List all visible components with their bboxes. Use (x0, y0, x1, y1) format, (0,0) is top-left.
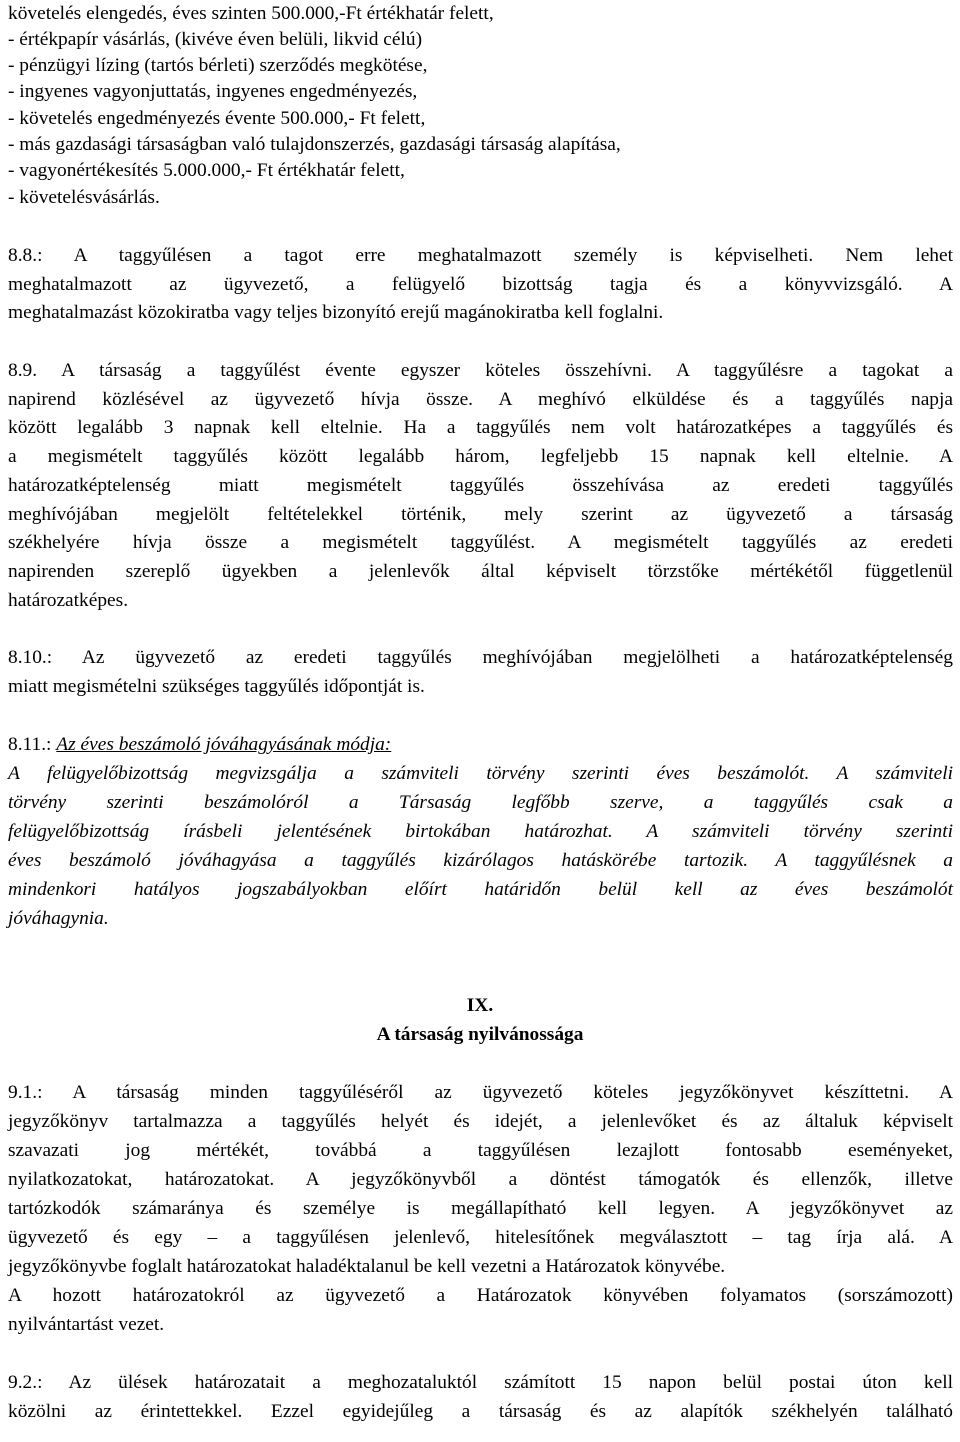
paragraph-8-11-line: éves beszámoló jóváhagyása a taggyűlés kizárólagos hatáskörébe tartozik. A taggyűlésnek a (8, 850, 953, 871)
list-item: követelés elengedés, éves szinten 500.000,-Ft értékhatár felett, (8, 3, 494, 24)
paragraph-8-9-line: a megismételt taggyűlés között legalább három, legfeljebb 15 napnak kell eltelnie. A (8, 446, 953, 467)
paragraph-8-11-line: felügyelőbizottság írásbeli jelentésének birtokában határozhat. A számviteli törvény szerinti (8, 821, 953, 842)
section-8-11-heading (8, 730, 953, 760)
paragraph-8-11-line: mindenkori hatályos jogszabályokban előírt határidőn belül kell az éves beszámolót (8, 879, 953, 900)
section-title: Az éves beszámoló jóváhagyásának módja: (56, 734, 392, 755)
paragraph-8-9-line: napirenden szereplő ügyekben a jelenlevők által képviselt törzstőke mértékétől függetlenül (8, 561, 953, 582)
chapter-number: IX. (466, 995, 494, 1016)
paragraph-9-1-line: ügyvezető és egy – a taggyűlésen jelenlevő, hitelesítőnek megválasztott – tag írja alá. A (8, 1227, 953, 1248)
list-item: - követelés engedményezés évente 500.000,- Ft felett, (8, 108, 426, 129)
paragraph-8-11-line: törvény szerinti beszámolóról a Társaság legfőbb szerve, a taggyűlés csak a (8, 792, 953, 813)
list-item: - pénzügyi lízing (tartós bérleti) szerződés megkötése, (8, 55, 428, 76)
paragraph-8-11-line: jóváhagynia. (8, 908, 109, 929)
paragraph-9-2-line: 9.2.: Az ülések határozatait a meghozataluktól számított 15 napon belül postai úton kell (8, 1372, 953, 1393)
list-item: - követelésvásárlás. (8, 187, 160, 208)
list-item: - vagyonértékesítés 5.000.000,- Ft értékhatár felett, (8, 160, 405, 181)
paragraph-8-9-line: határozatképes. (8, 590, 129, 611)
paragraph-8-11-line: A felügyelőbizottság megvizsgálja a számviteli törvény szerinti éves beszámolót. A számviteli (8, 763, 953, 784)
paragraph-8-9-line: határozatképtelenség miatt megismételt taggyűlés összehívása az eredeti taggyűlés (8, 475, 953, 496)
paragraph-9-1-line: A hozott határozatokról az ügyvezető a Határozatok könyvében folyamatos (sorszámozott) (8, 1285, 953, 1306)
list-item: - értékpapír vásárlás, (kivéve éven belüli, likvid célú) (8, 29, 423, 50)
section-number: 8.11.: (8, 734, 57, 755)
paragraph-9-1-line: tartózkodók számaránya és személye is megállapítható kell legyen. A jegyzőkönyvet az (8, 1198, 953, 1219)
paragraph-9-1-line: nyilatkozatokat, határozatokat. A jegyzőkönyvből a döntést támogatók és ellenzők, illetve (8, 1169, 953, 1190)
list-item: - ingyenes vagyonjuttatás, ingyenes engedményezés, (8, 81, 418, 102)
paragraph-9-2-line: közölni az érintettekkel. Ezzel egyidejűleg a társaság és az alapítók székhelyén található (8, 1401, 953, 1422)
paragraph-9-1-line: jegyzőkönyvbe foglalt határozatokat haladéktalanul be kell vezetni a Határozatok könyvébe. (8, 1256, 726, 1277)
paragraph-8-9-line: 8.9. A társaság a taggyűlést évente egyszer köteles összehívni. A taggyűlésre a tagokat a (8, 360, 953, 381)
list-item: - más gazdasági társaságban való tulajdonszerzés, gazdasági társaság alapítása, (8, 134, 621, 155)
paragraph-9-1-line: jegyzőkönyv tartalmazza a taggyűlés helyét és idejét, a jelenlevőket és az általuk képviselt (8, 1111, 953, 1132)
paragraph-8-10-line: 8.10.: Az ügyvezető az eredeti taggyűlés meghívójában megjelölheti a határozatképtelenség (8, 647, 953, 668)
paragraph-8-9-line: székhelyére hívja össze a megismételt taggyűlést. A megismételt taggyűlés az eredeti (8, 532, 953, 553)
paragraph-8-9-line: napirend közlésével az ügyvezető hívja össze. A meghívó elküldése és a taggyűlés napja (8, 389, 953, 410)
paragraph-8-8-line: meghatalmazott az ügyvezető, a felügyelő bizottság tagja és a könyvvizsgáló. A (8, 274, 953, 295)
paragraph-8-9-line: meghívójában megjelölt feltételekkel történik, mely szerint az ügyvezető a társaság (8, 504, 953, 525)
paragraph-9-1-line: 9.1.: A társaság minden taggyűléséről az ügyvezető köteles jegyzőkönyvet készíttetni. A (8, 1082, 953, 1103)
chapter-title: A társaság nyilvánossága (376, 1024, 584, 1045)
paragraph-9-1-line: nyilvántartást vezet. (8, 1314, 165, 1335)
paragraph-8-8-line: meghatalmazást közokiratba vagy teljes bizonyító erejű magánokiratba kell foglalni. (8, 302, 664, 323)
paragraph-8-10-line: miatt megismételni szükséges taggyűlés időpontját is. (8, 676, 425, 697)
paragraph-9-1-line: szavazati jog mértékét, továbbá a taggyűlésen lezajlott fontosabb eseményeket, (8, 1140, 953, 1161)
paragraph-8-9-line: között legalább 3 napnak kell eltelnie. Ha a taggyűlés nem volt határozatképes a taggyűlés és (8, 417, 953, 438)
paragraph-8-8-line: 8.8.: A taggyűlésen a tagot erre meghatalmazott személy is képviselheti. Nem lehet (8, 245, 953, 266)
